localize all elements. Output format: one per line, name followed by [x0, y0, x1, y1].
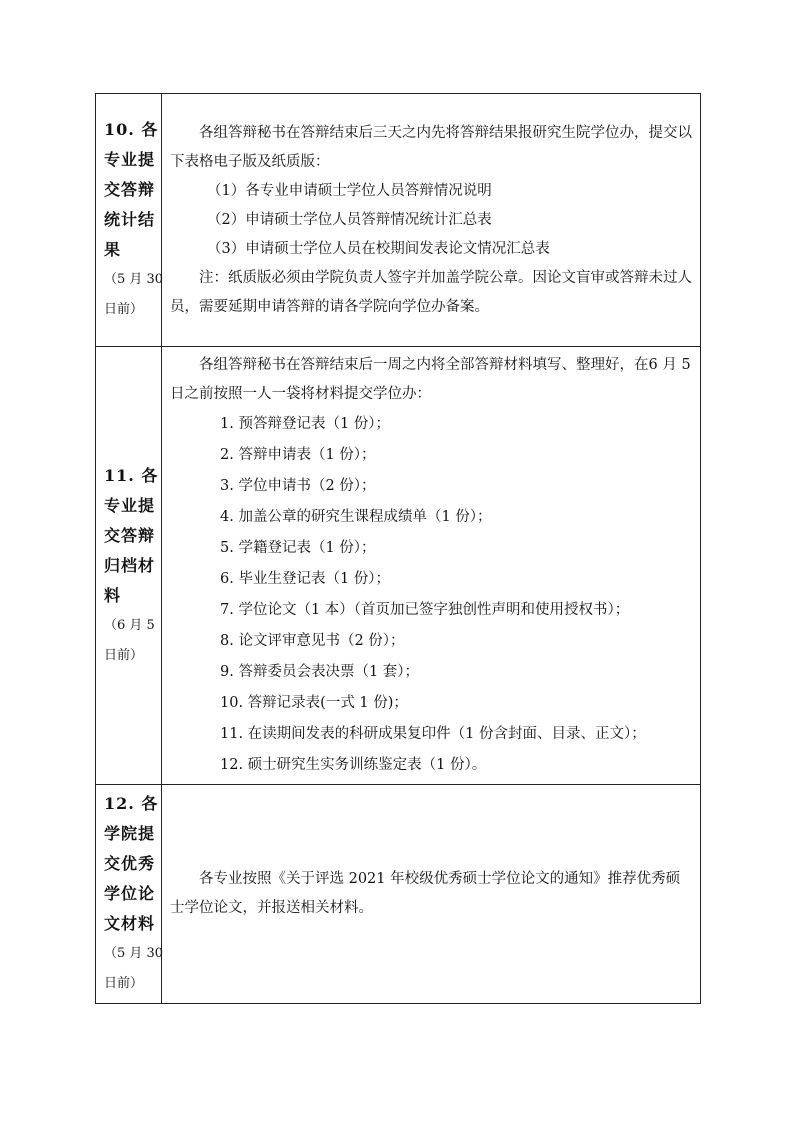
row-content — [162, 351, 700, 781]
intro-paragraph: 各专业按照《关于评选 2021 年校级优秀硕士学位论文的通知》推荐优秀硕士学位论文，并报送相关材料。 — [170, 871, 681, 916]
deadline-line: （6 月 5 — [104, 617, 155, 633]
table-row — [96, 347, 701, 785]
list-item: 11. 在读期间发表的科研成果复印件（1 份含封面、目录、正文）； — [220, 725, 646, 742]
label-line: 归档材 — [104, 555, 156, 575]
label-line: 交答辩 — [104, 525, 156, 545]
table-row — [96, 94, 701, 347]
list-item: （1）各专业申请硕士学位人员答辩情况说明 — [207, 182, 492, 199]
row-content — [162, 865, 700, 923]
list-item: 12. 硕士研究生实务训练鉴定表（1 份）。 — [220, 756, 487, 773]
label-line: 11. 各 — [104, 465, 159, 485]
list-item: 7. 学位论文（1 本）（首页加已签字独创性声明和使用授权书）； — [220, 601, 630, 618]
row-content-cell — [162, 94, 701, 347]
row-label — [96, 789, 164, 999]
list-item: 4. 加盖公章的研究生课程成绩单（1 份）； — [220, 508, 492, 525]
row-content — [162, 119, 700, 322]
deadline-line: 日前） — [104, 647, 144, 663]
list-item: 2. 答辩申请表（1 份）； — [220, 446, 376, 463]
intro-paragraph: 各组答辩秘书在答辩结束后三天之内先将答辩结果报研究生院学位办，提交以下表格电子版及纸质版： — [170, 124, 692, 170]
row-label-cell — [96, 94, 162, 347]
label-line: 学院提 — [104, 824, 156, 843]
label-line: 统计结 — [104, 210, 156, 229]
row-content-cell — [162, 785, 701, 1004]
row-label — [96, 115, 164, 325]
label-line: 10. 各 — [104, 120, 159, 139]
row-content-cell — [162, 347, 701, 785]
note-paragraph: 注：纸质版必须由学院负责人签字并加盖学院公章。因论文盲审或答辩未过人员，需要延期申请答辩的请各学院向学位办备案。 — [170, 269, 692, 315]
label-line: 专业提 — [104, 495, 156, 515]
label-line: 文材料 — [104, 914, 156, 933]
list-item: 6. 毕业生登记表（1 份）； — [220, 570, 391, 587]
list-item: 3. 学位申请书（2 份）； — [220, 477, 376, 494]
deadline-line: （5 月 30 — [104, 946, 164, 961]
intro-paragraph: 各组答辩秘书在答辩结束后一周之内将全部答辩材料填写、整理好，在6 月 5 日之前按照一人一袋将材料提交学位办： — [170, 356, 691, 402]
row-label-cell — [96, 347, 162, 785]
list-item: 5. 学籍登记表（1 份）； — [220, 539, 376, 556]
list-item: 8. 论文评审意见书（2 份）； — [220, 632, 405, 649]
list-item: 10. 答辩记录表(一式 1 份)； — [220, 694, 408, 711]
list-item: 9. 答辩委员会表决票（1 套）； — [220, 663, 420, 680]
row-label — [96, 461, 161, 671]
deadline-line: 日前） — [104, 302, 144, 317]
list-item: （2）申请硕士学位人员答辩情况统计汇总表 — [207, 211, 492, 228]
label-line: 12. 各 — [104, 794, 159, 813]
list-item: 1. 预答辩登记表（1 份）； — [220, 415, 391, 432]
deadline-line: （5 月 30 — [104, 272, 164, 287]
label-line: 学位论 — [104, 884, 156, 903]
label-line: 交优秀 — [104, 854, 156, 873]
label-line: 专业提 — [104, 150, 156, 169]
list-item: （3）申请硕士学位人员在校期间发表论文情况汇总表 — [207, 240, 550, 257]
label-line: 果 — [104, 240, 122, 259]
table-row — [96, 785, 701, 1004]
label-line: 交答辩 — [104, 180, 156, 199]
label-line: 料 — [104, 585, 122, 605]
document-table — [95, 93, 701, 1004]
row-label-cell — [96, 785, 162, 1004]
deadline-line: 日前） — [104, 976, 144, 991]
